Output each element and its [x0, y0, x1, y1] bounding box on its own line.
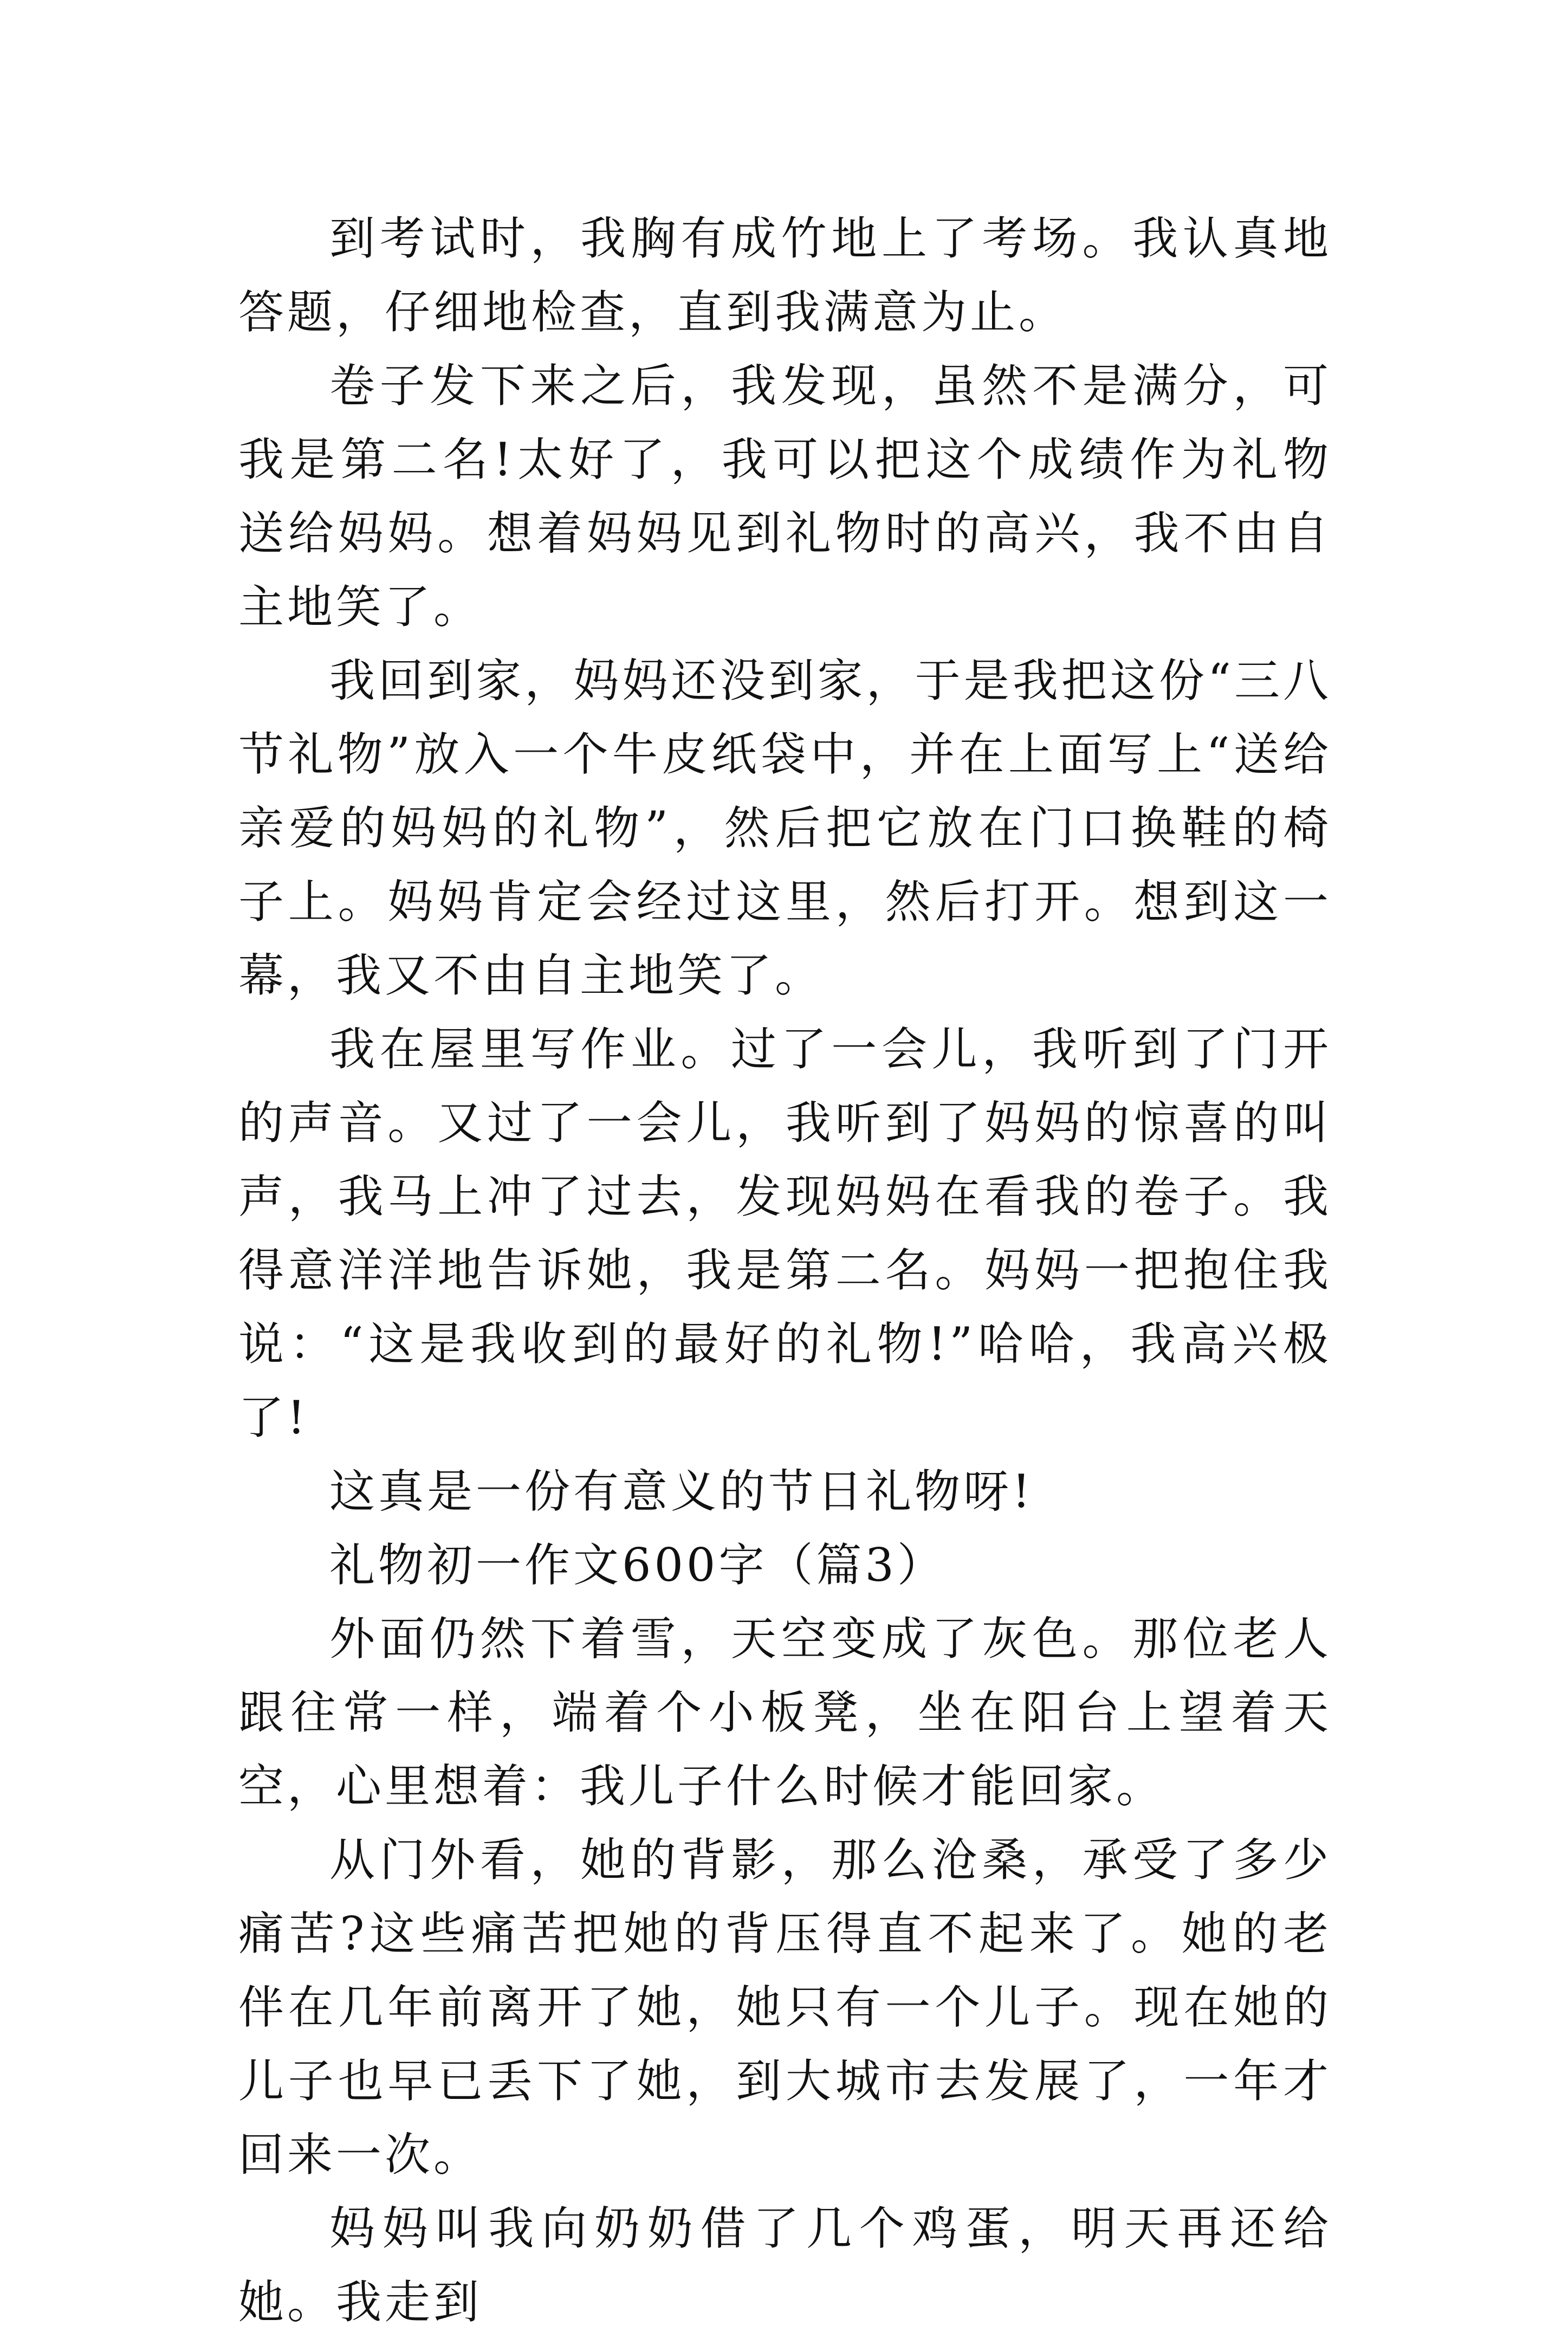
paragraph: 妈妈叫我向奶奶借了几个鸡蛋，明天再还给她。我走到 [238, 2202, 1332, 2329]
section-heading: 礼物初一作文600字（篇3） [329, 1539, 946, 1592]
paragraph: 到考试时，我胸有成竹地上了考场。我认真地答题，仔细地检查，直到我满意为止。 [238, 212, 1332, 339]
paragraph: 从门外看，她的背影，那么沧桑，承受了多少痛苦?这些痛苦把她的背压得直不起来了。她的老伴在几年前离开了她，她只有一个儿子。现在她的儿子也早已丢下了她，到大城市去发展了，一年才回来一次。 [238, 1833, 1332, 2181]
paragraph: 我在屋里写作业。过了一会儿，我听到了门开的声音。又过了一会儿，我听到了妈妈的惊喜的叫声，我马上冲了过去，发现妈妈在看我的卷子。我得意洋洋地告诉她，我是第二名。妈妈一把抱住我说：“这是我收到的最好的礼物!”哈哈，我高兴极了! [238, 1023, 1332, 1444]
paragraph: 外面仍然下着雪，天空变成了灰色。那位老人跟往常一样，端着个小板凳，坐在阳台上望着天空，心里想着：我儿子什么时候才能回家。 [238, 1612, 1332, 1813]
paragraph: 我回到家，妈妈还没到家，于是我把这份“三八节礼物”放入一个牛皮纸袋中，并在上面写上“送给亲爱的妈妈的礼物”，然后把它放在门口换鞋的椅子上。妈妈肯定会经过这里，然后打开。想到这一幕，我又不由自主地笑了。 [238, 654, 1332, 1002]
paragraph: 卷子发下来之后，我发现，虽然不是满分，可我是第二名!太好了，我可以把这个成绩作为礼物送给妈妈。想着妈妈见到礼物时的高兴，我不由自主地笑了。 [238, 359, 1332, 634]
essay-body [238, 202, 1332, 2339]
paragraph: 这真是一份有意义的节日礼物呀! [329, 1465, 1034, 1518]
